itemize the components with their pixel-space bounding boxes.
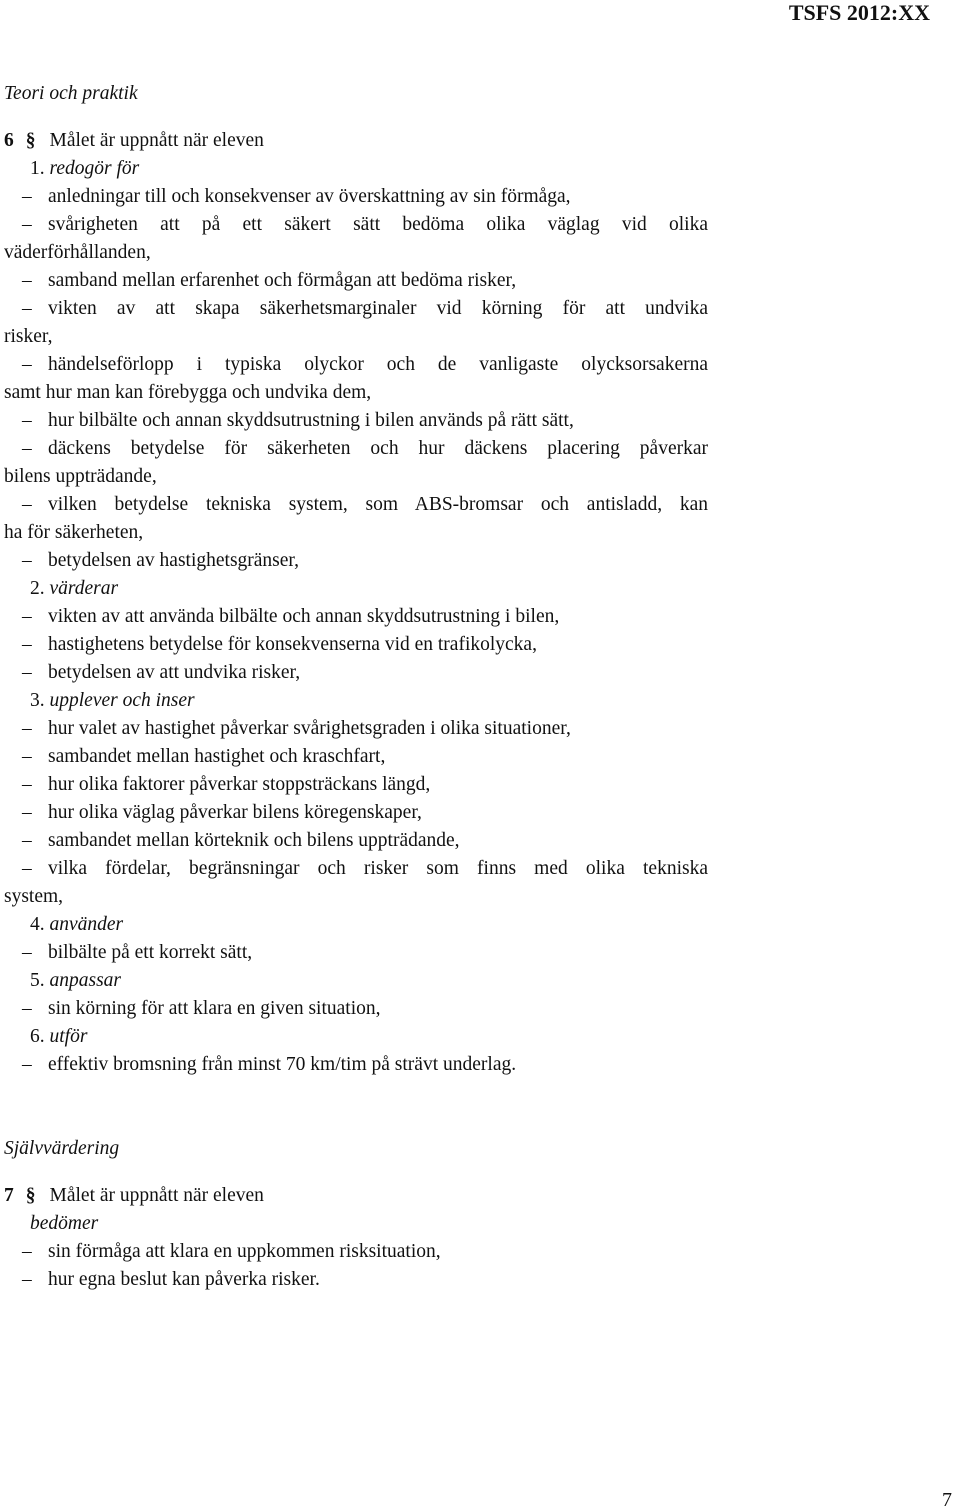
- list-item: [4, 603, 708, 631]
- dash-bullet: –: [22, 438, 32, 459]
- objective-verb: bedömer: [30, 1213, 99, 1234]
- list-item: [4, 211, 708, 239]
- list-item-text: däckens betydelse för säkerheten och hur däckens placering påverkar: [48, 438, 708, 459]
- list-item: [4, 827, 708, 855]
- objective-number: 4.: [30, 914, 45, 935]
- section-heading: Självvärdering: [4, 1138, 120, 1159]
- list-item-text: sambandet mellan hastighet och kraschfart,: [48, 746, 386, 767]
- list-item-continuation: risker,: [4, 326, 53, 347]
- objective-number: 3.: [30, 690, 45, 711]
- dash-bullet: –: [22, 718, 32, 739]
- objective-number: 5.: [30, 970, 45, 991]
- list-item-continuation: väderförhållanden,: [4, 242, 151, 263]
- objective-verb: utför: [49, 1026, 88, 1047]
- list-item: [4, 491, 708, 519]
- objective-items: [4, 1238, 708, 1294]
- dash-bullet: –: [22, 606, 32, 627]
- objective-groups: [4, 155, 708, 1079]
- list-item-text: sin förmåga att klara en uppkommen risksituation,: [48, 1241, 441, 1262]
- dash-bullet: –: [22, 1269, 32, 1290]
- dash-bullet: –: [22, 998, 32, 1019]
- list-item-text: vikten av att skapa säkerhetsmarginaler vid körning för att undvika: [48, 298, 708, 319]
- list-item-text: effektiv bromsning från minst 70 km/tim på strävt underlag.: [48, 1054, 517, 1075]
- list-item-continuation: samt hur man kan förebygga och undvika dem,: [4, 382, 372, 403]
- objective-number: 2.: [30, 578, 45, 599]
- list-item: [4, 351, 708, 379]
- dash-bullet: –: [22, 802, 32, 823]
- dash-bullet: –: [22, 270, 32, 291]
- list-item-text: hur olika faktorer påverkar stoppsträckans längd,: [48, 774, 431, 795]
- section-sign: §: [25, 1185, 36, 1206]
- list-item: [4, 295, 708, 323]
- paragraph-number: 7: [4, 1185, 14, 1206]
- list-item: [4, 659, 708, 687]
- objective-verb-line: [4, 967, 708, 995]
- objective-verb-line: [4, 687, 708, 715]
- objective-verb: värderar: [49, 578, 119, 599]
- dash-bullet: –: [22, 550, 32, 571]
- paragraph-lead: Målet är uppnått när eleven: [49, 1185, 264, 1206]
- list-item-text: samband mellan erfarenhet och förmågan att bedöma risker,: [48, 270, 517, 291]
- paragraph-header: [4, 1182, 708, 1210]
- dash-bullet: –: [22, 942, 32, 963]
- list-item: [4, 547, 708, 575]
- dash-bullet: –: [22, 298, 32, 319]
- list-item-text: vikten av att använda bilbälte och annan skyddsutrustning i bilen,: [48, 606, 560, 627]
- objective-verb: anpassar: [49, 970, 122, 991]
- dash-bullet: –: [22, 830, 32, 851]
- list-item: [4, 435, 708, 463]
- list-item: [4, 995, 708, 1023]
- objective-verb: använder: [49, 914, 124, 935]
- objective-verb-line: [4, 1210, 708, 1238]
- list-item: [4, 715, 708, 743]
- list-item-continuation: bilens uppträdande,: [4, 466, 157, 487]
- objective-number: 6.: [30, 1026, 45, 1047]
- list-item: [4, 799, 708, 827]
- dash-bullet: –: [22, 214, 32, 235]
- list-item-text: sin körning för att klara en given situation,: [48, 998, 381, 1019]
- paragraph-header: [4, 127, 708, 155]
- section-heading: Teori och praktik: [4, 83, 138, 104]
- list-item-text: hur valet av hastighet påverkar svårighetsgraden i olika situationer,: [48, 718, 571, 739]
- dash-bullet: –: [22, 494, 32, 515]
- list-item: [4, 1238, 708, 1266]
- objective-verb-line: [4, 1023, 708, 1051]
- list-item-text: händelseförlopp i typiska olyckor och de vanligaste olycksorsakerna: [48, 354, 708, 375]
- list-item: [4, 1266, 708, 1294]
- list-item-text: hur bilbälte och annan skyddsutrustning i bilen används på rätt sätt,: [48, 410, 574, 431]
- list-item-text: hur egna beslut kan påverka risker.: [48, 1269, 320, 1290]
- dash-bullet: –: [22, 1241, 32, 1262]
- list-item-continuation: system,: [4, 886, 64, 907]
- dash-bullet: –: [22, 746, 32, 767]
- dash-bullet: –: [22, 1054, 32, 1075]
- objective-verb: redogör för: [49, 158, 140, 179]
- list-item-continuation: ha för säkerheten,: [4, 522, 144, 543]
- page-number: 7: [942, 1489, 952, 1511]
- list-item-text: svårigheten att på ett säkert sätt bedöma olika väglag vid olika: [48, 214, 708, 235]
- list-item: [4, 631, 708, 659]
- section-teori-och-praktik: [4, 80, 708, 1079]
- list-item: [4, 939, 708, 967]
- dash-bullet: –: [22, 858, 32, 879]
- list-item-text: vilken betydelse tekniska system, som ABS-bromsar och antisladd, kan: [48, 494, 708, 515]
- dash-bullet: –: [22, 410, 32, 431]
- objective-verb: upplever och inser: [49, 690, 195, 711]
- section-sign: §: [25, 130, 36, 151]
- document-code: TSFS 2012:XX: [788, 0, 930, 25]
- paragraph-lead: Målet är uppnått när eleven: [49, 130, 264, 151]
- dash-bullet: –: [22, 774, 32, 795]
- objective-verb-line: [4, 575, 708, 603]
- list-item-text: bilbälte på ett korrekt sätt,: [48, 942, 253, 963]
- dash-bullet: –: [22, 634, 32, 655]
- list-item: [4, 1051, 708, 1079]
- objective-verb-line: [4, 155, 708, 183]
- list-item: [4, 743, 708, 771]
- list-item: [4, 267, 708, 295]
- objective-number: 1.: [30, 158, 45, 179]
- list-item-text: hastighetens betydelse för konsekvenserna vid en trafikolycka,: [48, 634, 537, 655]
- list-item-text: hur olika väglag påverkar bilens köregenskaper,: [48, 802, 422, 823]
- list-item: [4, 407, 708, 435]
- list-item: [4, 183, 708, 211]
- list-item-text: betydelsen av att undvika risker,: [48, 662, 301, 683]
- paragraph-number: 6: [4, 130, 14, 151]
- list-item-text: betydelsen av hastighetsgränser,: [48, 550, 300, 571]
- list-item-text: sambandet mellan körteknik och bilens uppträdande,: [48, 830, 460, 851]
- list-item: [4, 855, 708, 883]
- section-sjalvvardering: [4, 1135, 708, 1294]
- dash-bullet: –: [22, 186, 32, 207]
- list-item-text: anledningar till och konsekvenser av överskattning av sin förmåga,: [48, 186, 571, 207]
- objective-verb-line: [4, 911, 708, 939]
- list-item: [4, 771, 708, 799]
- dash-bullet: –: [22, 354, 32, 375]
- dash-bullet: –: [22, 662, 32, 683]
- list-item-text: vilka fördelar, begränsningar och risker som finns med olika tekniska: [48, 858, 708, 879]
